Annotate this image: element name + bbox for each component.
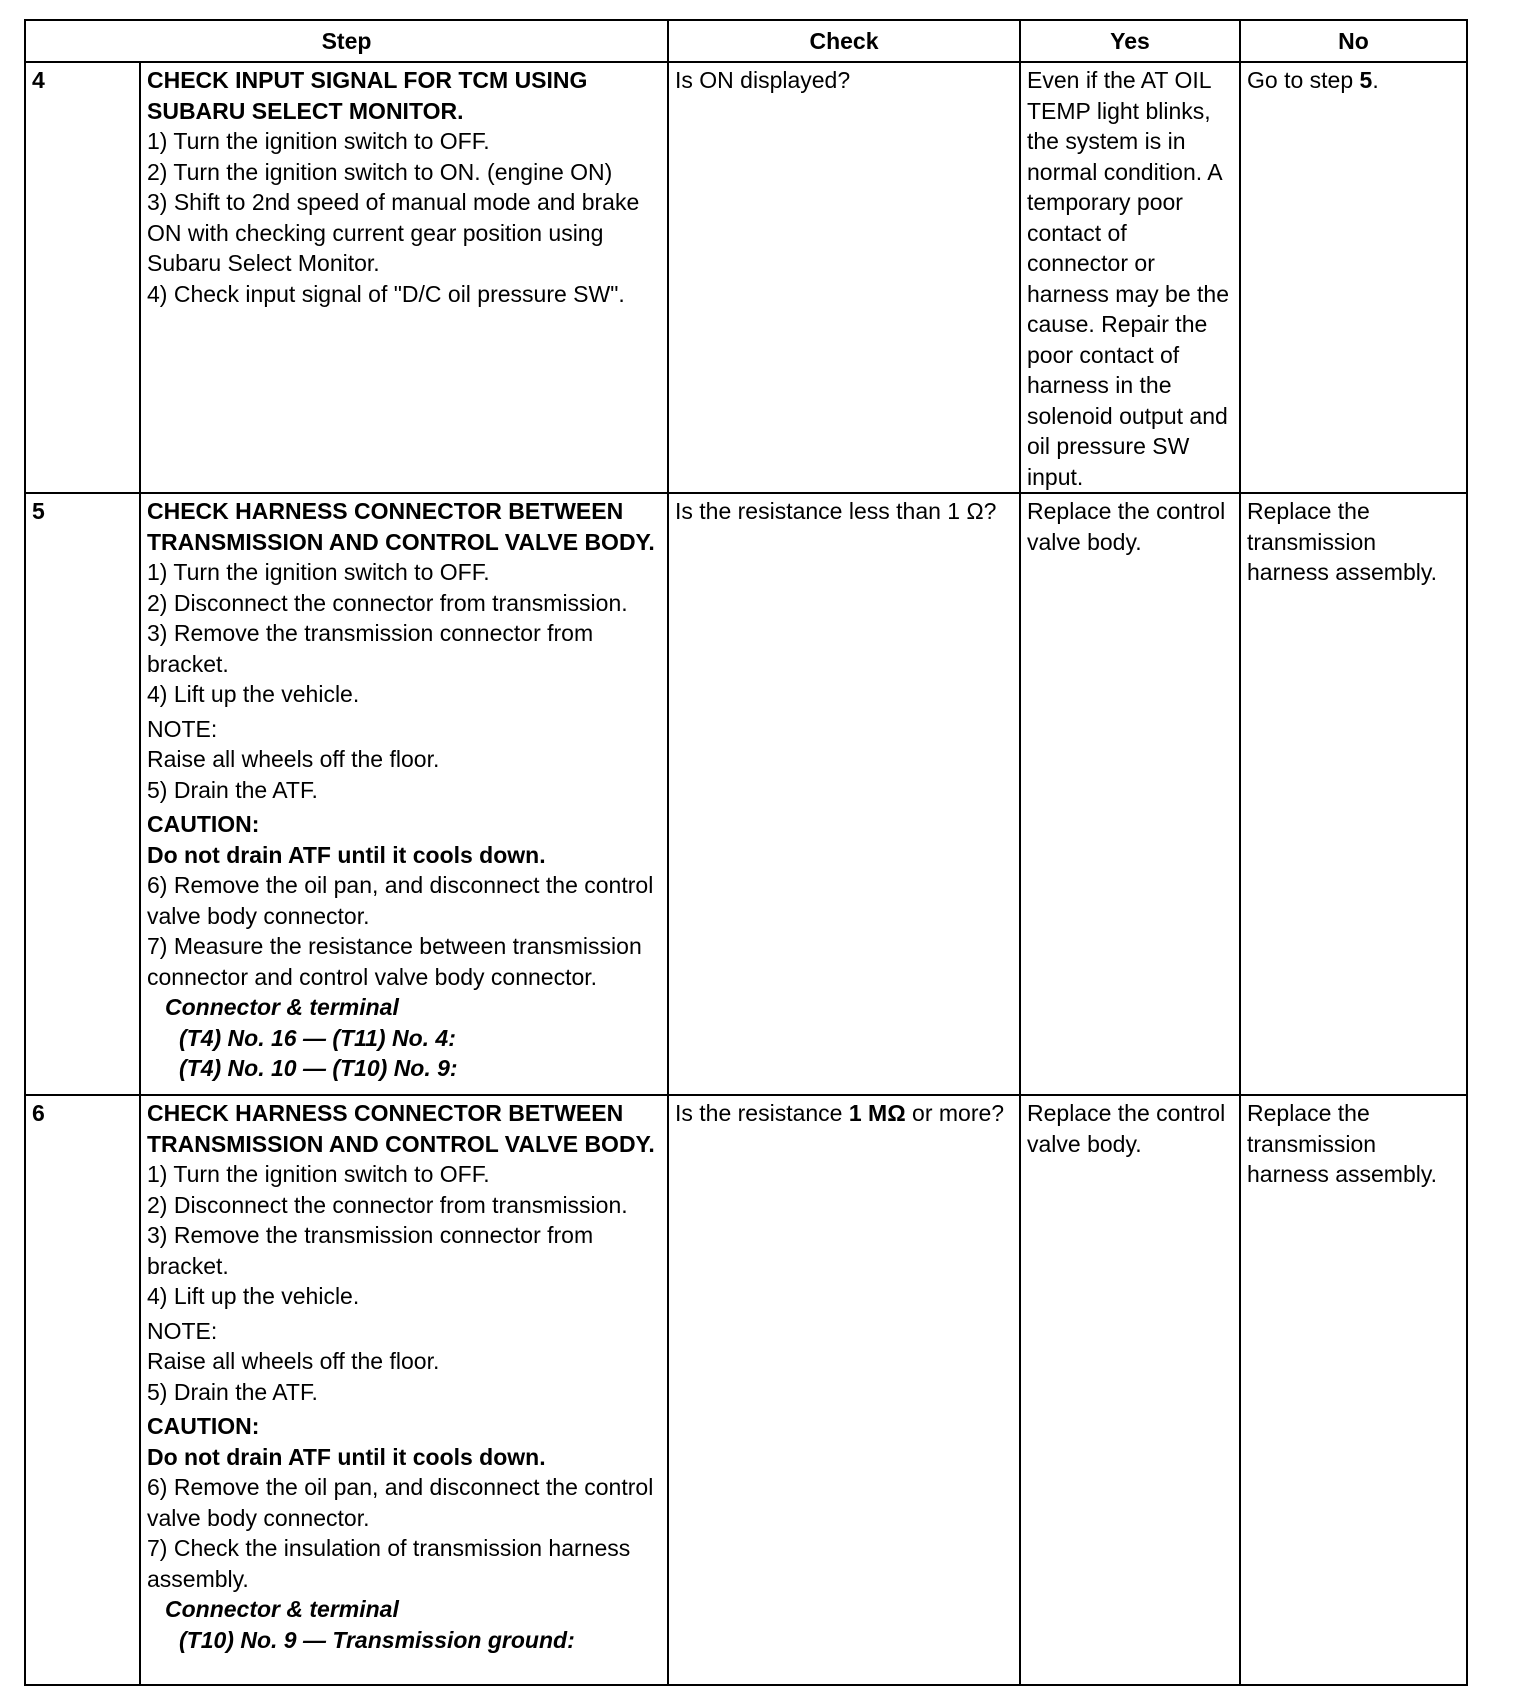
no-prefix: Go to step: [1247, 67, 1360, 93]
note-label: NOTE:: [147, 715, 218, 742]
header-no: No: [1240, 20, 1467, 62]
step-item: 1) Turn the ignition switch to OFF.: [147, 128, 490, 154]
check-prefix: Is the resistance: [675, 1100, 849, 1126]
check-text: Is ON displayed?: [675, 67, 851, 93]
check-value: 1 MΩ: [848, 1100, 906, 1126]
table-row: [25, 1095, 1467, 1685]
caution-label: CAUTION:: [147, 1413, 260, 1439]
step-title: CHECK HARNESS CONNECTOR BETWEEN TRANSMISSION AND CONTROL VALVE BODY.: [147, 498, 655, 555]
header-row: [25, 20, 1467, 62]
no-cell: [1240, 493, 1467, 1095]
step-cell: [140, 493, 668, 1095]
step-item: 5) Drain the ATF.: [147, 776, 318, 803]
step-item: 2) Disconnect the connector from transmission.: [147, 589, 628, 616]
no-step-ref: 5: [1359, 67, 1373, 93]
step-item: 4) Check input signal of "D/C oil pressure SW".: [147, 280, 625, 307]
no-cell: [1240, 62, 1467, 493]
no-cell: [1240, 1095, 1467, 1685]
step-number-cell: [25, 493, 140, 1095]
step-item: 3) Remove the transmission connector from bracket.: [147, 1222, 594, 1279]
step-item: 7) Check the insulation of transmission harness assembly.: [147, 1535, 631, 1592]
check-suffix: or more?: [905, 1100, 1005, 1126]
caution-text: Do not drain ATF until it cools down.: [147, 841, 546, 868]
no-text: [1247, 63, 1460, 96]
step-number: 4: [32, 67, 45, 93]
caution-text: Do not drain ATF until it cools down.: [147, 1443, 546, 1470]
step-item: 7) Measure the resistance between transmission connector and control valve body connector.: [147, 933, 642, 990]
step-cell: [140, 62, 668, 493]
no-text: Replace the transmission harness assembly.: [1247, 1100, 1438, 1187]
table-row: [25, 62, 1467, 493]
step-title: CHECK HARNESS CONNECTOR BETWEEN TRANSMISSION AND CONTROL VALVE BODY.: [147, 1100, 655, 1157]
connector-item: (T4) No. 10 — (T10) No. 9:: [179, 1055, 458, 1081]
header-yes: Yes: [1020, 20, 1240, 62]
no-text: Replace the transmission harness assembly.: [1247, 498, 1438, 585]
step-item: 4) Lift up the vehicle.: [147, 1283, 360, 1309]
table-row: [25, 493, 1467, 1095]
caution-label: CAUTION:: [147, 811, 260, 837]
check-text: [675, 1096, 1013, 1129]
connector-label: Connector & terminal: [165, 994, 399, 1020]
yes-text: Replace the control valve body.: [1027, 1100, 1226, 1157]
yes-cell: [1020, 493, 1240, 1095]
header-check: Check: [668, 20, 1020, 62]
yes-cell: [1020, 1095, 1240, 1685]
step-number-cell: [25, 1095, 140, 1685]
step-number-cell: [25, 62, 140, 493]
note-text: Raise all wheels off the floor.: [147, 1348, 440, 1374]
step-item: 6) Remove the oil pan, and disconnect the control valve body connector.: [147, 1474, 654, 1531]
yes-cell: [1020, 62, 1240, 493]
step-number: 6: [32, 1100, 45, 1126]
step-item: 4) Lift up the vehicle.: [147, 681, 360, 707]
connector-item: (T10) No. 9 — Transmission ground:: [179, 1626, 575, 1653]
step-item: 2) Disconnect the connector from transmission.: [147, 1191, 628, 1218]
diagnostic-table: [24, 19, 1468, 1686]
step-number: 5: [32, 498, 45, 524]
note-label: NOTE:: [147, 1317, 218, 1344]
step-item: 5) Drain the ATF.: [147, 1378, 318, 1405]
yes-text: Even if the AT OIL TEMP light blinks, the system is in normal condition. A temporary poor contact of connector or harness may be the cause. Repair the poor contact of harness in the solenoid output and oil pressure SW input.: [1027, 67, 1230, 490]
check-cell: [668, 493, 1020, 1095]
header-step: Step: [25, 20, 668, 62]
no-suffix: .: [1372, 67, 1379, 93]
connector-item: (T4) No. 16 — (T11) No. 4:: [179, 1024, 456, 1051]
page: [24, 19, 1468, 1686]
yes-text: Replace the control valve body.: [1027, 498, 1226, 555]
step-item: 1) Turn the ignition switch to OFF.: [147, 1161, 490, 1187]
step-item: 6) Remove the oil pan, and disconnect the control valve body connector.: [147, 872, 654, 929]
step-item: 3) Remove the transmission connector from bracket.: [147, 620, 594, 677]
step-item: 3) Shift to 2nd speed of manual mode and brake ON with checking current gear position using Subaru Select Monitor.: [147, 189, 640, 276]
connector-label: Connector & terminal: [165, 1596, 399, 1622]
step-item: 1) Turn the ignition switch to OFF.: [147, 559, 490, 585]
check-cell: [668, 1095, 1020, 1685]
check-text: Is the resistance less than 1 Ω?: [675, 498, 997, 524]
step-item: 2) Turn the ignition switch to ON. (engine ON): [147, 158, 613, 185]
check-cell: [668, 62, 1020, 493]
step-cell: [140, 1095, 668, 1685]
step-title: CHECK INPUT SIGNAL FOR TCM USING SUBARU SELECT MONITOR.: [147, 67, 588, 124]
note-text: Raise all wheels off the floor.: [147, 746, 440, 772]
